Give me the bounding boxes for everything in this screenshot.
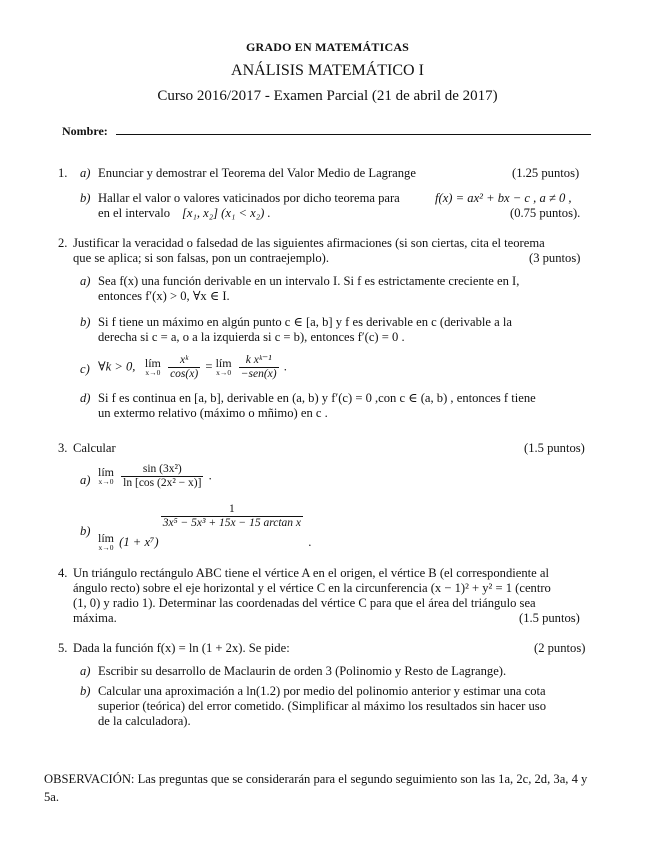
q2b-line2: derecha si c = a, o a la izquierda si c = b), entonces f′(c) = 0 .	[98, 330, 405, 344]
q1b-text-1: Hallar el valor o valores vaticinados por dicho teorema para	[98, 191, 400, 205]
q3b-exponent: $\frac{1}{\text{3x⁵ − 5x³ + 15x − 15 arctan x}}$	[162, 503, 302, 529]
q2-number: 2.	[58, 236, 68, 250]
q2c-label: c)	[80, 362, 90, 376]
q2a-label: a)	[80, 274, 91, 288]
q2d-line2: un extermo relativo (máximo o mñimo) en c .	[98, 406, 328, 420]
q1-number: 1.	[58, 166, 68, 180]
q5b-line1: Calcular una aproximación a ln(1.2) por medio del polinomio anterior y estimar una cota	[98, 684, 546, 698]
name-field-line[interactable]	[116, 134, 591, 135]
name-label: Nombre:	[62, 124, 108, 138]
q3a-formula	[98, 463, 212, 490]
q2a-line2: entonces f′(x) > 0, ∀x ∈ I.	[98, 289, 230, 303]
q5-number: 5.	[58, 641, 68, 655]
q2c-limit-1: lím x→0	[144, 356, 161, 377]
q2b-line1: Si f tiene un máximo en algún punto c ∈ [a, b] y f es derivable en c (derivable a la	[98, 315, 512, 329]
q2-points: (3 puntos)	[529, 251, 581, 265]
q2c-limit-2: lím x→0	[215, 356, 232, 377]
q5-intro: Dada la función f(x) = ln (1 + 2x). Se pide:	[73, 641, 290, 655]
q3-points: (1.5 puntos)	[524, 441, 585, 455]
q2c-equals: =	[205, 359, 213, 374]
q2c-fraction-2: $\frac{\text{k xᵏ⁻¹}}{\text{−sen(x)}}$	[240, 354, 277, 380]
q1a-points: (1.25 puntos)	[512, 166, 580, 180]
q3b-formula	[98, 503, 311, 552]
q2-intro-1: Justificar la veracidad o falsedad de las siguientes afirmaciones (si son ciertas, cita el teorema	[73, 236, 545, 250]
observation-note: OBSERVACIÓN: Las preguntas que se considerarán para el segundo seguimiento son las 1a, 2c, 2d, 3a, 4 y 5a.	[44, 772, 588, 804]
q3-number: 3.	[58, 441, 68, 455]
q4-line4: máxima.	[73, 611, 117, 625]
course-title: ANÁLISIS MATEMÁTICO I	[231, 62, 424, 79]
q3-title: Calcular	[73, 441, 116, 455]
q1b-text-2: en el intervalo	[98, 206, 171, 220]
q5b-line3: de la calculadora).	[98, 714, 191, 728]
q3a-label: a)	[80, 473, 91, 487]
q3b-label: b)	[80, 524, 91, 538]
q1b-math-2: [x₁, x₂] (x₁ < x₂) .	[182, 206, 271, 220]
q1b-math-1: f(x) = ax² + bx − c , a ≠ 0 ,	[435, 191, 572, 205]
q2-intro-2: que se aplica; si son falsas, pon un contraejemplo).	[73, 251, 330, 265]
q5a-text: Escribir su desarrollo de Maclaurin de orden 3 (Polinomio y Resto de Lagrange).	[98, 664, 507, 678]
q1a-label: a)	[80, 166, 91, 180]
q4-line2: ángulo recto) sobre el eje horizontal y el vértice C en la circunferencia (x − 1)² + y² = 1 (centro	[73, 581, 551, 595]
q3b-base: (1 + x⁷)	[119, 535, 159, 549]
q2d-label: d)	[80, 391, 91, 405]
q4-line1: Un triángulo rectángulo ABC tiene el vértice A en el origen, el vértice B (el correspondiente al	[73, 566, 549, 580]
q3b-end: .	[308, 535, 312, 549]
q5a-label: a)	[80, 664, 91, 678]
q2c-fraction-1: $\frac{\text{xᵏ}}{\cos(x)}$	[170, 354, 199, 380]
q1b-label: b)	[80, 191, 91, 205]
degree-title: GRADO EN MATEMÁTICAS	[245, 40, 410, 54]
q4-line3: (1, 0) y radio 1). Determinar las coordenadas del vértice C para que el área del triángulo sea	[73, 596, 536, 610]
q2d-line1: Si f es continua en [a, b], derivable en (a, b) y f′(c) = 0 ,con c ∈ (a, b) , entonces f tiene	[98, 391, 536, 405]
q1a-text: Enunciar y demostrar el Teorema del Valor Medio de Lagrange	[98, 166, 416, 180]
q5b-label: b)	[80, 684, 91, 698]
q1b-points: (0.75 puntos).	[510, 206, 581, 220]
exam-title: Curso 2016/2017 - Examen Parcial (21 de abril de 2017)	[157, 88, 498, 104]
q2c-end: .	[283, 359, 287, 374]
q5-points: (2 puntos)	[534, 641, 586, 655]
q3a-end: .	[208, 468, 212, 483]
q2c-prefix: ∀k > 0,	[98, 359, 136, 374]
q3a-limit: lím x→0	[98, 465, 115, 486]
q4-points: (1.5 puntos)	[519, 611, 580, 625]
q3a-fraction: $\frac{\text{sin (3x²)}}{\text{ln [cos (2x² − x)]}}$	[123, 463, 202, 489]
q2b-label: b)	[80, 315, 91, 329]
q5b-line2: superior (teórica) del error cometido. (Simplificar al máximo los resultados sin hacer uso	[98, 699, 546, 713]
q3b-limit: lím x→0	[98, 531, 115, 552]
q2c-formula	[98, 354, 287, 381]
q2a-line1: Sea f(x) una función derivable en un intervalo I. Si f es estrictamente creciente en I,	[98, 274, 520, 288]
q4-number: 4.	[58, 566, 68, 580]
